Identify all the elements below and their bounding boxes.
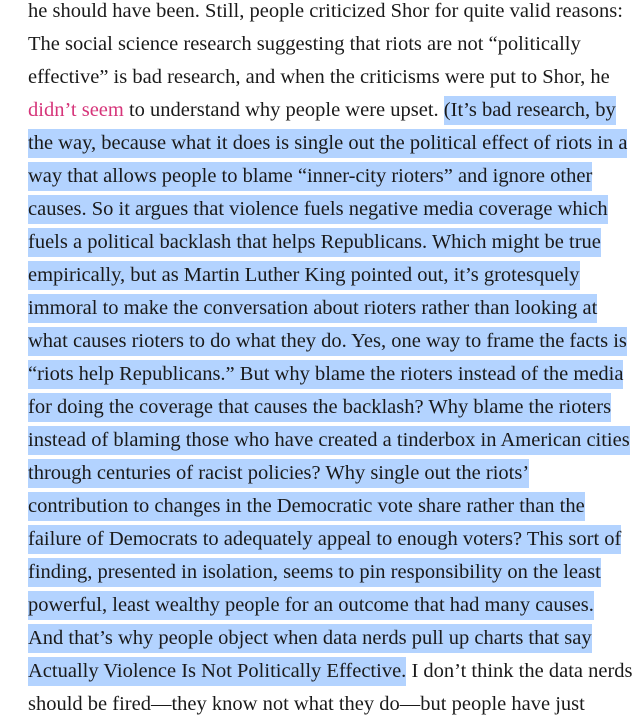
highlighted-text[interactable]: what causes rioters to do what they do. Yes, one way to frame the facts is bbox=[28, 327, 627, 356]
text-line bbox=[28, 391, 611, 424]
text-line bbox=[28, 688, 585, 721]
text-line bbox=[28, 259, 580, 292]
highlighted-text[interactable]: empirically, but as Martin Luther King pointed out, it’s grotesquely bbox=[28, 261, 580, 290]
text-span: to understand why people were upset. bbox=[123, 99, 444, 121]
text-line bbox=[28, 226, 601, 259]
text-line bbox=[28, 655, 633, 688]
text-line bbox=[28, 28, 581, 61]
highlighted-text[interactable]: And that’s why people object when data nerds pull up charts that say bbox=[28, 624, 592, 653]
text-line bbox=[28, 292, 597, 325]
text-line bbox=[28, 424, 630, 457]
text-line bbox=[28, 358, 623, 391]
text-line bbox=[28, 325, 627, 358]
highlighted-text[interactable]: (It’s bad research, by bbox=[444, 96, 616, 125]
highlighted-text[interactable]: instead of blaming those who have created a tinderbox in American cities bbox=[28, 426, 630, 455]
text-span: I don’t think the data nerds bbox=[406, 660, 633, 682]
text-span: should be fired—they know not what they do—but people have just bbox=[28, 693, 585, 715]
didnt-seem-link[interactable]: didn’t seem bbox=[28, 99, 124, 121]
text-line bbox=[28, 94, 616, 127]
highlighted-text[interactable]: causes. So it argues that violence fuels negative media coverage which bbox=[28, 195, 608, 224]
highlighted-text[interactable]: immoral to make the conversation about rioters rather than looking at bbox=[28, 294, 597, 323]
text-span: he should have been. Still, people criticized Shor for quite valid reasons: bbox=[28, 0, 623, 22]
text-span: effective” is bad research, and when the criticisms were put to Shor, he bbox=[28, 66, 610, 88]
highlighted-text[interactable]: for doing the coverage that causes the backlash? Why blame the rioters bbox=[28, 393, 611, 422]
text-line bbox=[28, 0, 623, 28]
highlighted-text[interactable]: powerful, least wealthy people for an outcome that had many causes. bbox=[28, 591, 594, 620]
highlighted-text[interactable]: through centuries of racist policies? Why single out the riots’ bbox=[28, 459, 529, 488]
highlighted-text[interactable]: Actually Violence Is Not Politically Effective. bbox=[28, 657, 406, 686]
text-line bbox=[28, 556, 601, 589]
text-line bbox=[28, 589, 594, 622]
text-line bbox=[28, 61, 610, 94]
highlighted-text[interactable]: way that allows people to blame “inner-city rioters” and ignore other bbox=[28, 162, 592, 191]
text-line bbox=[28, 127, 627, 160]
text-line bbox=[28, 160, 592, 193]
text-span: The social science research suggesting that riots are not “politically bbox=[28, 33, 581, 55]
highlighted-text[interactable]: the way, because what it does is single out the political effect of riots in a bbox=[28, 129, 627, 158]
text-line bbox=[28, 457, 529, 490]
text-line bbox=[28, 490, 585, 523]
text-line bbox=[28, 622, 592, 655]
highlighted-text[interactable]: “riots help Republicans.” But why blame the rioters instead of the media bbox=[28, 360, 623, 389]
highlighted-text[interactable]: finding, presented in isolation, seems to pin responsibility on the least bbox=[28, 558, 601, 587]
text-line bbox=[28, 523, 621, 556]
highlighted-text[interactable]: fuels a political backlash that helps Republicans. Which might be true bbox=[28, 228, 601, 257]
highlighted-text[interactable]: contribution to changes in the Democratic vote share rather than the bbox=[28, 492, 585, 521]
highlighted-text[interactable]: failure of Democrats to adequately appeal to enough voters? This sort of bbox=[28, 525, 621, 554]
text-line bbox=[28, 193, 608, 226]
